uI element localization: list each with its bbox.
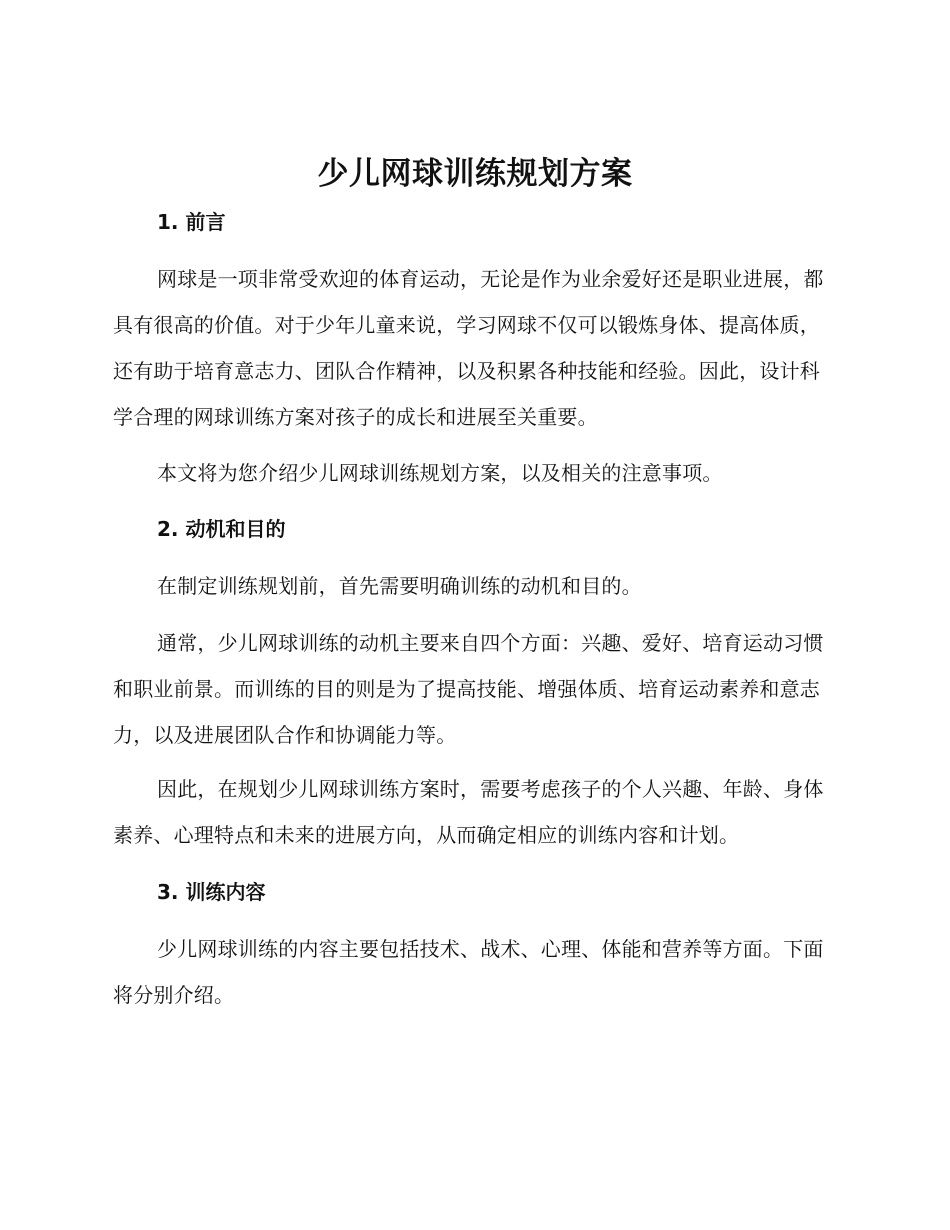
paragraph: 通常，少儿网球训练的动机主要来自四个方面：兴趣、爱好、培育运动习惯和职业前景。而训练的目的则是为了提高技能、增强体质、培育运动素养和意志力，以及进展团队合作和协调能力等。	[113, 631, 824, 747]
paragraph: 在制定训练规划前，首先需要明确训练的动机和目的。	[157, 574, 642, 598]
page-title: 少儿网球训练规划方案	[317, 156, 633, 192]
paragraph: 网球是一项非常受欢迎的体育运动，无论是作为业余爱好还是职业进展，都具有很高的价值。对于少年儿童来说，学习网球不仅可以锻炼身体、提高体质，还有助于培育意志力、团队合作精神，以及积累各种技能和经验。因此，设计科学合理的网球训练方案对孩子的成长和进展至关重要。	[113, 267, 824, 429]
section-heading-preface: 1. 前言	[157, 210, 226, 234]
section-heading-training-content: 3. 训练内容	[157, 880, 266, 904]
paragraph: 本文将为您介绍少儿网球训练规划方案，以及相关的注意事项。	[157, 461, 723, 485]
paragraph: 少儿网球训练的内容主要包括技术、战术、心理、体能和营养等方面。下面将分别介绍。	[113, 937, 824, 1007]
paragraph: 因此，在规划少儿网球训练方案时，需要考虑孩子的个人兴趣、年龄、身体素养、心理特点和未来的进展方向，从而确定相应的训练内容和计划。	[113, 777, 824, 847]
section-heading-motivation: 2. 动机和目的	[157, 517, 286, 541]
